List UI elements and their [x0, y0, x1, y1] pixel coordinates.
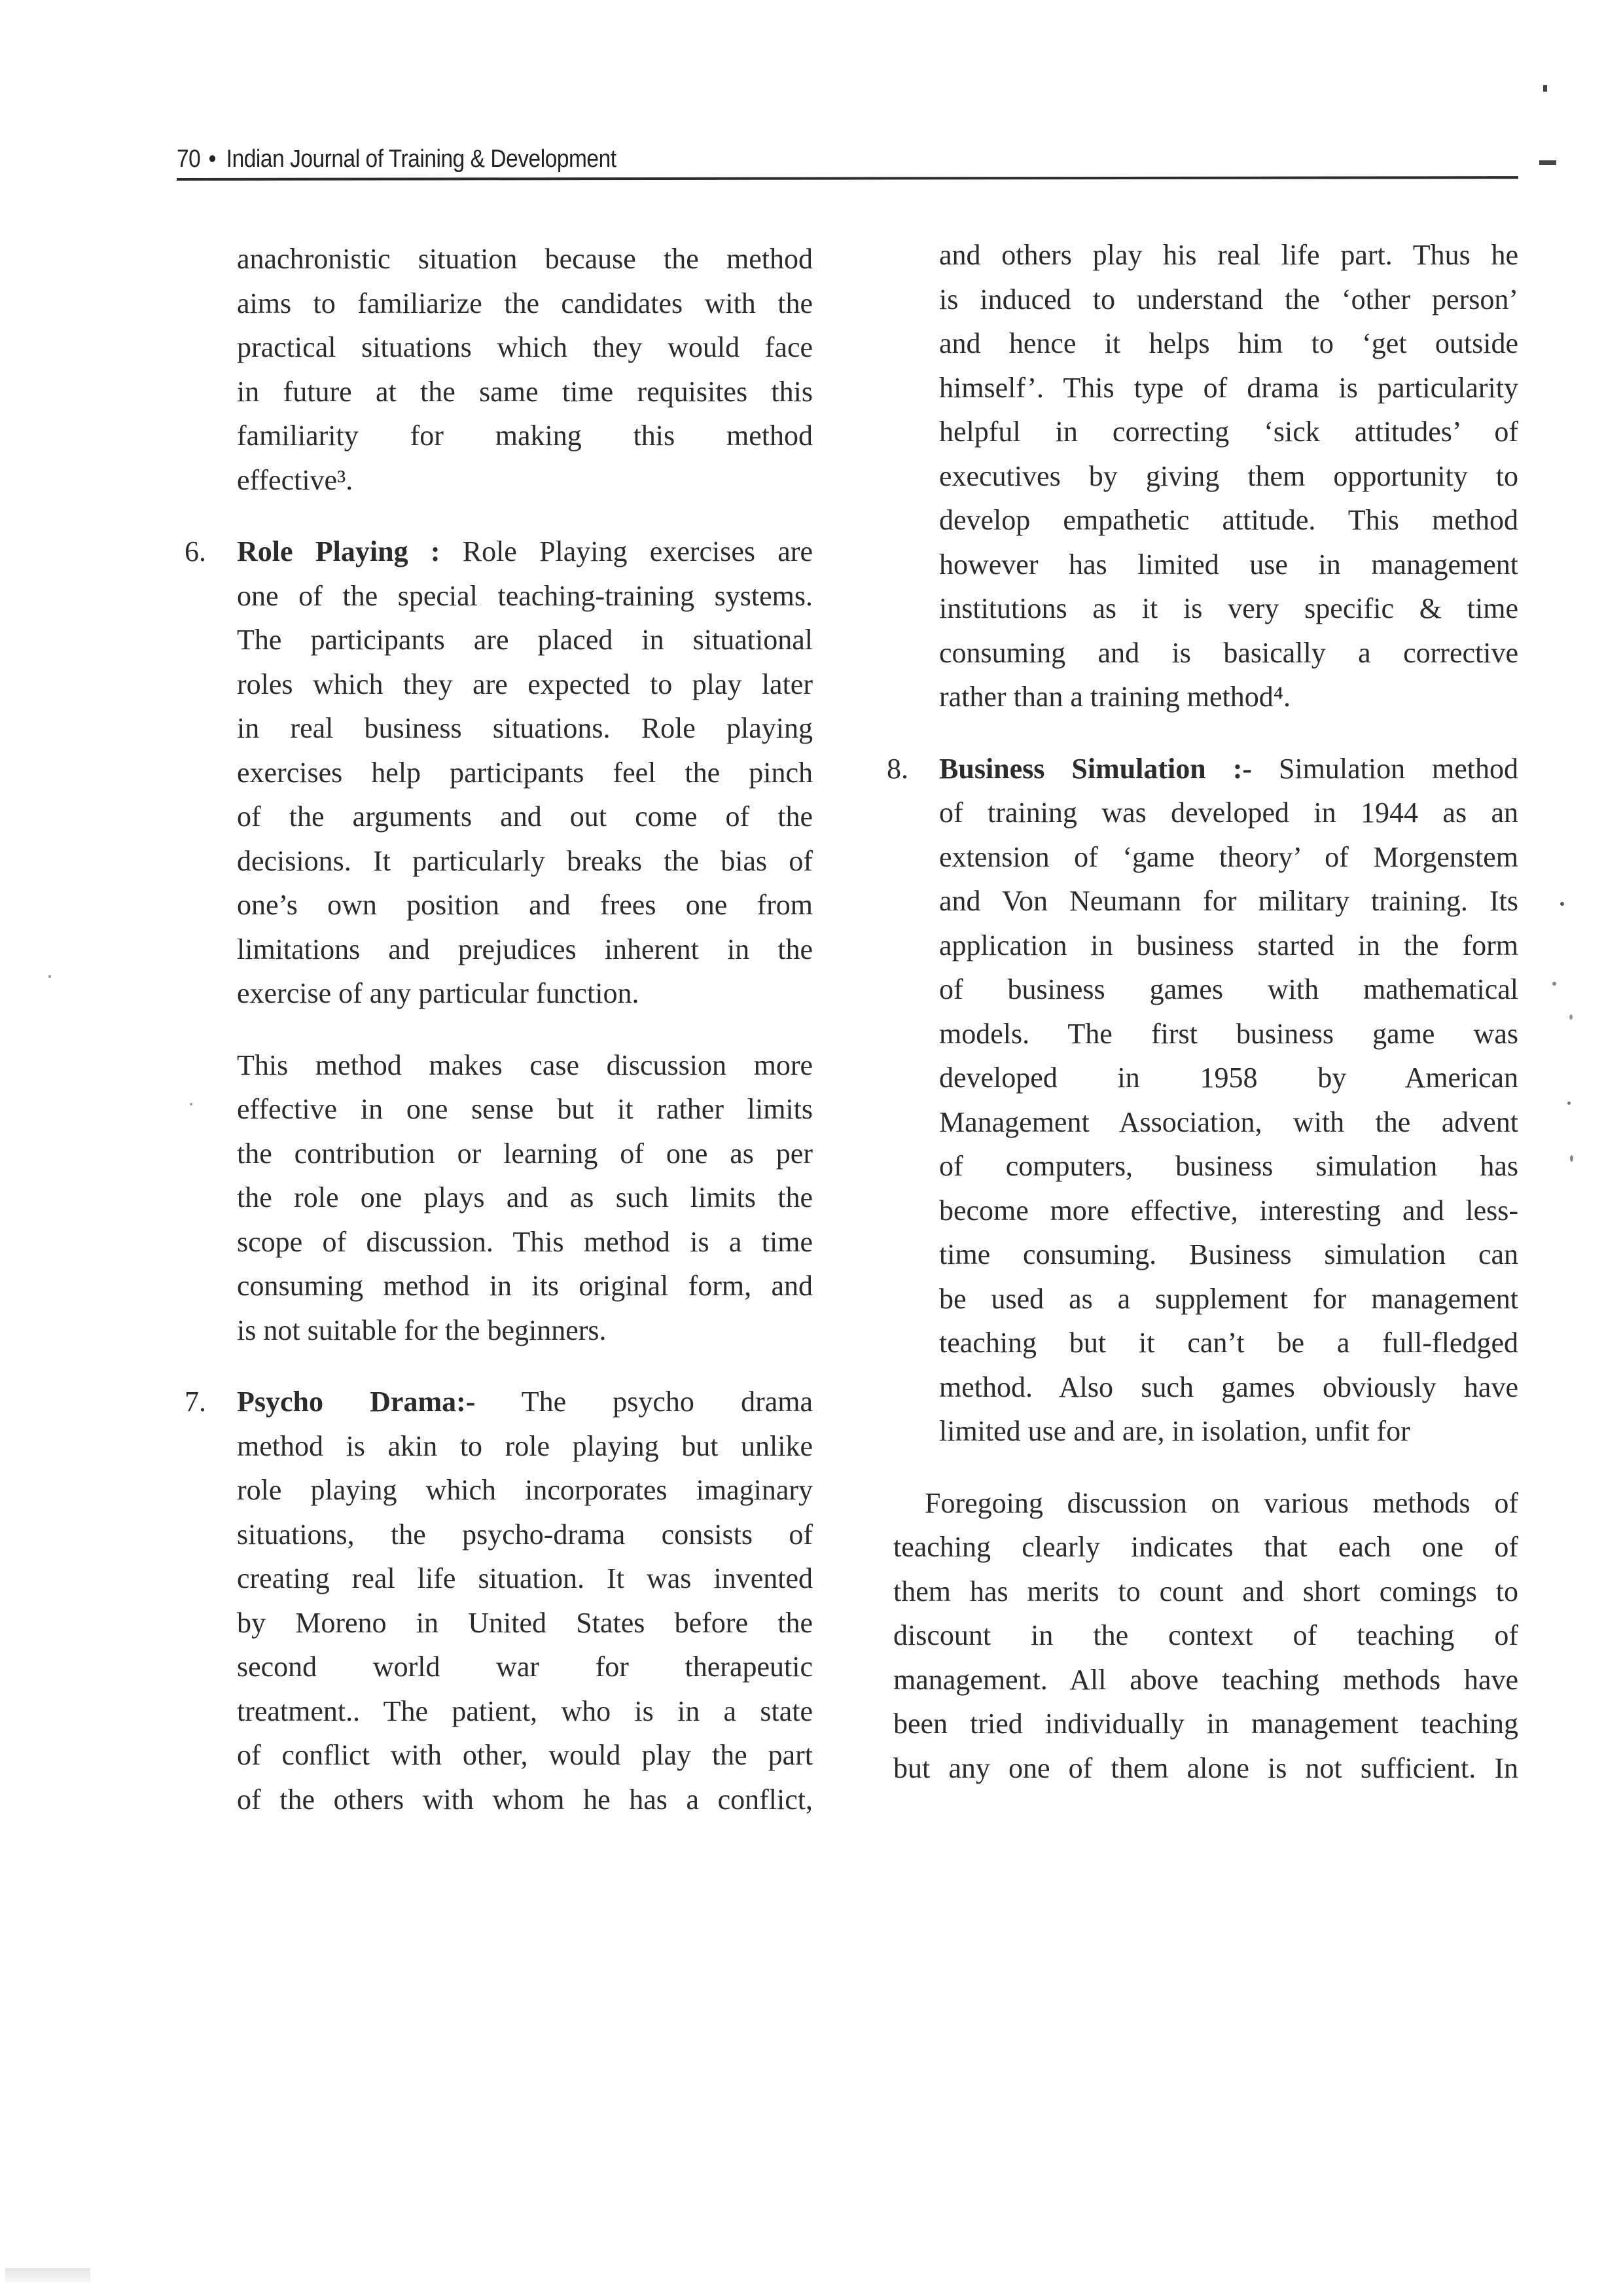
text-line: and hence it helps him to ‘get outside — [939, 327, 1518, 359]
text-line: and Von Neumann for military training. Its — [939, 885, 1518, 917]
right-column — [887, 233, 1518, 1790]
item-number: 6. — [185, 535, 206, 567]
text-line: limited use and are, in isolation, unfit for — [939, 1415, 1410, 1447]
text-line: and others play his real life part. Thus he — [939, 239, 1518, 271]
section-psycho-drama — [185, 1380, 813, 1821]
text-line: is not suitable for the beginners. — [237, 1314, 607, 1346]
text-run: Role Playing exercises are — [440, 535, 813, 567]
section-business-simulation — [887, 747, 1518, 1454]
text-line: situations, the psycho-drama consists of — [237, 1518, 813, 1551]
section-title: Psycho Drama:- — [237, 1386, 476, 1418]
section-title: Role Playing : — [237, 535, 440, 567]
text-line: one’s own position and frees one from — [237, 889, 813, 921]
left-column — [185, 237, 813, 1849]
scan-speck — [48, 975, 51, 978]
text-line: discount in the context of teaching of — [893, 1619, 1518, 1651]
text-line: one of the special teaching-training systems. — [237, 579, 813, 612]
text-line: of conflict with other, would play the part — [237, 1739, 813, 1771]
text-line: of the others with whom he has a conflict, — [237, 1783, 813, 1816]
text-line: management. All above teaching methods have — [893, 1663, 1518, 1696]
running-header — [177, 145, 1525, 185]
text-line: them has merits to count and short comings to — [893, 1575, 1518, 1607]
text-line: models. The first business game was — [939, 1017, 1518, 1050]
text-line: familiarity for making this method — [237, 420, 813, 452]
text-run: Simulation method — [1252, 752, 1518, 785]
text-line: limitations and prejudices inherent in the — [237, 933, 813, 965]
section-role-playing — [185, 529, 813, 1016]
scan-speck — [190, 1103, 192, 1105]
text-line: This method makes case discussion more — [237, 1049, 813, 1081]
text-line: rather than a training method⁴. — [939, 681, 1291, 713]
text-line: consuming method in its original form, and — [237, 1270, 813, 1302]
scan-speck — [1552, 982, 1556, 986]
text-line: extension of ‘game theory’ of Morgenstem — [939, 840, 1518, 873]
text-line: decisions. It particularly breaks the bias of — [237, 844, 813, 877]
header-rule — [177, 176, 1518, 181]
text-line: the contribution or learning of one as per — [237, 1137, 813, 1170]
text-line: but any one of them alone is not sufficient. In — [893, 1751, 1518, 1784]
scan-speck — [1570, 1155, 1573, 1162]
text-line: institutions as it is very specific & time — [939, 592, 1518, 624]
text-line: Foregoing discussion on various methods of — [925, 1486, 1518, 1519]
item-number: 8. — [887, 752, 908, 785]
text-line: however has limited use in management — [939, 548, 1518, 581]
text-line: of training was developed in 1944 as an — [939, 797, 1518, 829]
text-line: application in business started in the form — [939, 929, 1518, 961]
header-text — [177, 145, 616, 173]
text-line: develop empathetic attitude. This method — [939, 504, 1518, 536]
page-number: 70 — [177, 145, 201, 173]
scan-mark-top-right — [1543, 85, 1547, 92]
text-run: The psycho drama — [475, 1386, 813, 1418]
text-line: become more effective, interesting and less- — [939, 1194, 1518, 1227]
text-line: creating real life situation. It was invented — [237, 1562, 813, 1594]
intro-paragraph — [237, 237, 813, 502]
psycho-drama-continuation — [939, 233, 1518, 719]
text-line: teaching clearly indicates that each one of — [893, 1531, 1518, 1563]
text-line: the role one plays and as such limits the — [237, 1181, 813, 1213]
scan-edge-shadow — [5, 2268, 90, 2282]
scan-speck — [1569, 1014, 1573, 1020]
item-number: 7. — [185, 1386, 206, 1418]
text-line: Management Association, with the advent — [939, 1105, 1518, 1138]
text-line: executives by giving them opportunity to — [939, 459, 1518, 492]
text-line: exercise of any particular function. — [237, 977, 639, 1009]
text-line: anachronistic situation because the method — [237, 243, 813, 275]
text-line: of business games with mathematical — [939, 973, 1518, 1005]
journal-title: Indian Journal of Training & Development — [226, 145, 616, 173]
text-line: roles which they are expected to play later — [237, 668, 813, 700]
text-line: aims to familiarize the candidates with the — [237, 287, 813, 319]
conclusion-paragraph — [893, 1481, 1518, 1791]
text-line: time consuming. Business simulation can — [939, 1238, 1518, 1270]
text-line: been tried individually in management teaching — [893, 1708, 1518, 1740]
section-title: Business Simulation :- — [939, 752, 1252, 785]
text-line: consuming and is basically a corrective — [939, 636, 1518, 669]
text-line: role playing which incorporates imaginary — [237, 1474, 813, 1506]
text-line: treatment.. The patient, who is in a state — [237, 1695, 813, 1727]
text-line: scope of discussion. This method is a time — [237, 1225, 813, 1258]
text-line: developed in 1958 by American — [939, 1062, 1518, 1094]
scan-speck — [1560, 902, 1564, 906]
text-line: second world war for therapeutic — [237, 1651, 813, 1683]
text-line: himself’. This type of drama is particularity — [939, 371, 1518, 404]
text-line: effective³. — [237, 463, 353, 496]
text-line: effective in one sense but it rather limits — [237, 1093, 813, 1125]
header-bullet: • — [208, 145, 216, 173]
text-line: is induced to understand the ‘other person’ — [939, 283, 1518, 315]
text-line: teaching but it can’t be a full-fledged — [939, 1327, 1518, 1359]
text-line: of the arguments and out come of the — [237, 800, 813, 833]
role-playing-paragraph-2 — [237, 1043, 813, 1353]
text-line: method. Also such games obviously have — [939, 1371, 1518, 1403]
text-line: exercises help participants feel the pinch — [237, 756, 813, 789]
text-line: practical situations which they would face — [237, 331, 813, 363]
text-line: in real business situations. Role playing — [237, 712, 813, 744]
scan-speck — [1567, 1102, 1571, 1105]
text-line: of computers, business simulation has — [939, 1150, 1518, 1182]
text-line: be used as a supplement for management — [939, 1282, 1518, 1315]
text-line: The participants are placed in situational — [237, 624, 813, 656]
scan-mark-header-right — [1539, 160, 1556, 165]
text-line: by Moreno in United States before the — [237, 1606, 813, 1639]
text-line: in future at the same time requisites this — [237, 375, 813, 408]
text-line: method is akin to role playing but unlike — [237, 1429, 813, 1462]
text-line: helpful in correcting ‘sick attitudes’ of — [939, 416, 1518, 448]
